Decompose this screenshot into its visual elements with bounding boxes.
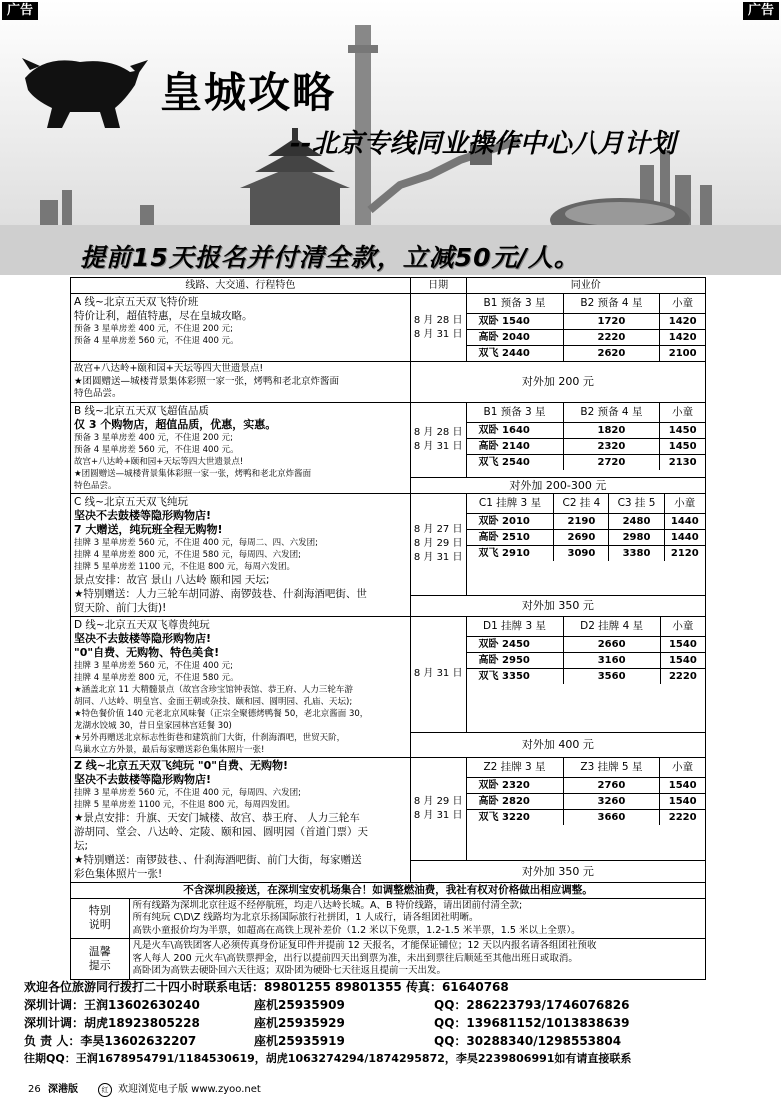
price-row <box>467 545 705 561</box>
price-cell: 1440 <box>664 529 705 545</box>
route-prices <box>466 294 705 362</box>
price-cell: 2660 <box>563 636 660 652</box>
retail-markup: 对外加 200-300 元 <box>410 477 705 493</box>
contact-row: 负 责 人：李昊13602632207 座机25935919 QQ：30288340/1298553804 <box>24 1034 622 1048</box>
contact-row: 深圳计调：胡虎18923805228 座机25935929 QQ：139681152/1013838639 <box>24 1016 630 1030</box>
price-cell: 双卧 2010 <box>467 513 554 529</box>
price-cell: 3380 <box>609 545 664 561</box>
special-text: 所有线路为深圳北京往返不经停航班，均走八达岭长城。A、B 特价线路，请出团前付清全款; 所有纯玩 C\D\Z 线路均为北京乐扬国际旅行社拼团，1 人成行，请各组团社明晰。 高铁小童报价均为半票，如超高在高铁上现补差价（1.2 米以下免票，1.2-1.5 米半票，1.5 米以上全票）。 <box>132 899 581 936</box>
header-route: 线路、大交通、行程特色 <box>71 278 411 294</box>
price-cell: 高卧 2040 <box>467 330 563 346</box>
price-cell: 高卧 2140 <box>467 438 563 454</box>
price-cell: 1540 <box>660 777 705 793</box>
edition-label: 深港版 <box>48 1084 78 1095</box>
price-cell: 高卧 2820 <box>467 793 563 809</box>
page-subtitle: --北京专线同业操作中心八月计划 <box>290 129 676 159</box>
price-cell: 双卧 2450 <box>467 636 563 652</box>
price-header-cell: B1 预备 3 星 <box>467 294 563 314</box>
route-row <box>71 402 706 477</box>
hotline: 欢迎各位旅游同行拨打二十四小时联系电话：89801255 89801355 传真：61640768 <box>24 980 509 994</box>
route-prices <box>466 616 705 733</box>
table-header-row <box>71 278 706 294</box>
page-footer <box>0 1080 781 1100</box>
price-cell: 1420 <box>660 314 705 330</box>
price-row <box>467 330 705 346</box>
price-cell: 2190 <box>554 513 609 529</box>
route-prices <box>466 493 705 595</box>
price-row <box>467 636 705 652</box>
ad-tag-right: 广告 <box>743 2 779 20</box>
price-header-cell: Z2 挂牌 3 星 <box>467 758 563 778</box>
price-cell: 3560 <box>563 668 660 684</box>
price-cell: 1540 <box>660 652 705 668</box>
header-banner <box>0 0 781 275</box>
header-date: 日期 <box>410 278 466 294</box>
contact-row: 深圳计调：王润13602630240 座机25935909 QQ：286223793/1746076826 <box>24 998 630 1012</box>
price-row <box>467 422 705 438</box>
price-cell: 3660 <box>563 809 660 825</box>
price-cell: 2480 <box>609 513 664 529</box>
route-description: A 线~北京五天双飞特价班 特价让利，超值特惠，尽在皇城攻略。 预备 3 星单房差 400 元，不住退 200 元; 预备 4 星单房差 560 元，不住退 400 元。 <box>71 294 411 362</box>
route-highlights: 故宫+八达岭+颐和园+天坛等四大世遗景点! ★团圆赠送—城楼背景集体彩照一家一张，烤鸭和老北京炸酱面 特色品尝。 <box>71 362 411 403</box>
route-dates: 8 月 27 日 8 月 29 日 8 月 31 日 <box>410 493 466 595</box>
price-cell: 双卧 2320 <box>467 777 563 793</box>
route-description: D 线~北京五天双飞尊贵纯玩 坚决不去鼓楼等隐形购物店! "0"自费、无购物、特色美食! 挂牌 3 星单房差 560 元，不住退 400 元; 挂牌 4 星单房差 800 元，不住退 580 元。 ★涵盖北京 11 大精髓景点（故宫含珍宝馆钟表馆、恭王府、人力三轮车游 胡同、八达岭、明皇宫、金面王朝或杂技、颐和园、圆明园、孔庙、天坛); ★特色餐价值 140 元老北京风味餐（正宗全聚德烤鸭餐 50，老北京酱面 30， 龙湖水饺城 30，昔日皇家园林宫廷餐 30) ★另外再赠送北京标志性街巷和建筑前门大街，什刹海酒吧，世贸天阶， 鸟巢水立方外景，最后每家赠送彩色集体照片一张! <box>71 616 411 757</box>
price-cell: 1450 <box>660 438 705 454</box>
price-row <box>467 438 705 454</box>
price-cell: 双飞 2910 <box>478 547 530 559</box>
price-cell: 2720 <box>563 454 660 470</box>
route-row <box>71 493 706 595</box>
price-row <box>467 809 705 825</box>
price-cell: 2220 <box>660 809 705 825</box>
price-cell: 2220 <box>563 330 660 346</box>
contact-block <box>24 978 774 1068</box>
price-cell: 2220 <box>660 668 705 684</box>
price-row <box>467 652 705 668</box>
retail-markup: 对外加 350 元 <box>410 861 705 882</box>
price-header-cell: D1 挂牌 3 星 <box>467 617 563 637</box>
price-cell: 1450 <box>660 422 705 438</box>
route-prices <box>466 757 705 861</box>
ad-tag-left: 广告 <box>2 2 38 20</box>
page-title: 皇城攻略 <box>160 68 337 117</box>
price-header-cell: B1 预备 3 星 <box>467 403 563 423</box>
route-dates: 8 月 28 日 8 月 31 日 <box>410 294 466 362</box>
price-header-cell: 小童 <box>660 294 705 314</box>
route-description: B 线~北京五天双飞超值品质 仅 3 个购物店，超值品质，优惠，实惠。 预备 3 星单房差 400 元，不住退 200 元; 预备 4 星单房差 560 元，不住退 400 元。 故宫+八达岭+颐和园+天坛等四大世遗景点! ★团圆赠送—城楼背景集体彩照一家一张，烤鸭和老北京炸酱面 特色品尝。 <box>71 402 411 493</box>
price-header-cell: B2 预备 4 星 <box>563 403 660 423</box>
price-header-cell: C3 挂 5 <box>609 494 664 514</box>
route-dates: 8 月 28 日 8 月 31 日 <box>410 402 466 477</box>
price-cell: 2980 <box>609 529 664 545</box>
price-cell: 3260 <box>563 793 660 809</box>
route-description: Z 线~北京五天双飞纯玩 "0"自费、无购物! 坚决不去鼓楼等隐形购物店! 挂牌 3 星单房差 560 元，不住退 400 元，每周四、六发团; 挂牌 5 星单房差 1100 元，不住退 800 元，每周四发团。 ★景点安排：升旗、天安门城楼、故宫、恭王府、 人力三轮车 游胡同、堂会、八达岭、定陵、颐和园、圆明园（首道门票）天 坛; ★特别赠送：南锣鼓巷、、什刹海酒吧街、前门大街，每家赠送 彩色集体照片一张! <box>71 757 411 882</box>
price-header-cell: 小童 <box>660 403 705 423</box>
price-cell: 1540 <box>660 793 705 809</box>
price-header-cell: C2 挂 4 <box>554 494 609 514</box>
price-cell: 3160 <box>563 652 660 668</box>
price-cell: 2120 <box>664 545 705 561</box>
price-cell: 2620 <box>563 346 660 362</box>
price-row <box>467 529 705 545</box>
price-cell: 双卧 1540 <box>467 314 563 330</box>
price-row <box>467 454 705 470</box>
price-cell: 3090 <box>554 545 609 561</box>
price-cell: 1720 <box>563 314 660 330</box>
website-link[interactable]: 欢迎浏览电子版 www.zyoo.net <box>118 1084 261 1095</box>
routes-body <box>71 294 706 883</box>
special-row <box>71 898 706 939</box>
price-row <box>467 777 705 793</box>
route-row <box>71 757 706 861</box>
price-cell: 双飞 3350 <box>478 670 530 682</box>
route-prices <box>466 402 705 477</box>
price-row <box>467 668 705 684</box>
price-row <box>467 793 705 809</box>
retail-markup: 对外加 200 元 <box>410 362 705 403</box>
price-header-cell: 小童 <box>660 617 705 637</box>
price-cell: 2760 <box>563 777 660 793</box>
price-cell: 2130 <box>660 454 705 470</box>
price-cell: 2320 <box>563 438 660 454</box>
price-cell: 双飞 2540 <box>478 456 530 468</box>
price-header-cell: D2 挂牌 4 星 <box>563 617 660 637</box>
price-cell: 1540 <box>660 636 705 652</box>
price-cell: 高卧 2950 <box>467 652 563 668</box>
price-cell: 2690 <box>554 529 609 545</box>
price-cell: 1420 <box>660 330 705 346</box>
notice-text: 不含深圳段接送，在深圳宝安机场集合！如调整燃油费，我社有权对价格做出相应调整。 <box>71 882 706 898</box>
price-cell: 2100 <box>660 346 705 362</box>
notice-row <box>71 882 706 898</box>
route-price-table <box>70 277 706 980</box>
route-extra-row <box>71 362 706 403</box>
route-dates: 8 月 29 日 8 月 31 日 <box>410 757 466 861</box>
retail-markup: 对外加 350 元 <box>410 595 705 616</box>
tips-row <box>71 939 706 980</box>
tips-text: 凡是火车\高铁团客人必须传真身份证复印件并提前 12 天报名，才能保证铺位；12 天以内报名请各组团社预收 客人每人 200 元火车\高铁票押金，出行以提前四天出到票为准，未出到票往后顺延至其他出班日或取消。 高卧团为高铁去硬卧回六天往返；双卧团为硬卧七天往返且提前一天出发。 <box>132 940 597 976</box>
price-cell: 1440 <box>664 513 705 529</box>
route-row <box>71 294 706 362</box>
price-cell: 高卧 2510 <box>467 529 554 545</box>
price-header-cell: Z3 挂牌 5 星 <box>563 758 660 778</box>
price-header-cell: B2 预备 4 星 <box>563 294 660 314</box>
route-description: C 线~北京五天双飞纯玩 坚决不去鼓楼等隐形购物店! 7 大赠送，纯玩班全程无购物! 挂牌 3 星单房差 560 元，不住退 400 元，每周二、四、六发团; 挂牌 4 星单房差 800 元，不住退 580 元，每周四、六发团; 挂牌 5 星单房差 1100 元，不住退 800 元，每周六发团。 景点安排：故宫 景山 八达岭 颐和园 天坛; ★特别赠送：人力三轮车胡同游、南锣鼓巷、什刹海酒吧街、世 贸天阶、前门大街)! <box>71 493 411 616</box>
tips-label: 温馨 提示 <box>71 939 129 979</box>
price-header-cell: C1 挂牌 3 星 <box>467 494 554 514</box>
route-dates: 8 月 31 日 <box>410 616 466 733</box>
price-cell: 1820 <box>563 422 660 438</box>
red-logo-icon: 红 <box>98 1083 112 1097</box>
price-cell: 双飞 3220 <box>478 811 530 823</box>
price-cell: 双飞 2440 <box>478 348 530 359</box>
route-row <box>71 616 706 733</box>
price-header-cell: 小童 <box>664 494 705 514</box>
retail-markup: 对外加 400 元 <box>410 733 705 757</box>
price-row <box>467 314 705 330</box>
price-row <box>467 346 705 362</box>
special-label: 特别 说明 <box>71 899 129 939</box>
price-row <box>467 513 705 529</box>
header-price: 同业价 <box>466 278 705 294</box>
page-number: 26 <box>28 1084 41 1095</box>
price-cell: 双卧 1640 <box>467 422 563 438</box>
price-header-cell: 小童 <box>660 758 705 778</box>
past-qq: 往期QQ：王润1678954791/1184530619，胡虎1063274294/1874295872，李昊2239806991如有请直接联系 <box>24 1052 632 1065</box>
promo-banner: 提前15天报名并付清全款，立减50元/人。 <box>80 243 580 272</box>
